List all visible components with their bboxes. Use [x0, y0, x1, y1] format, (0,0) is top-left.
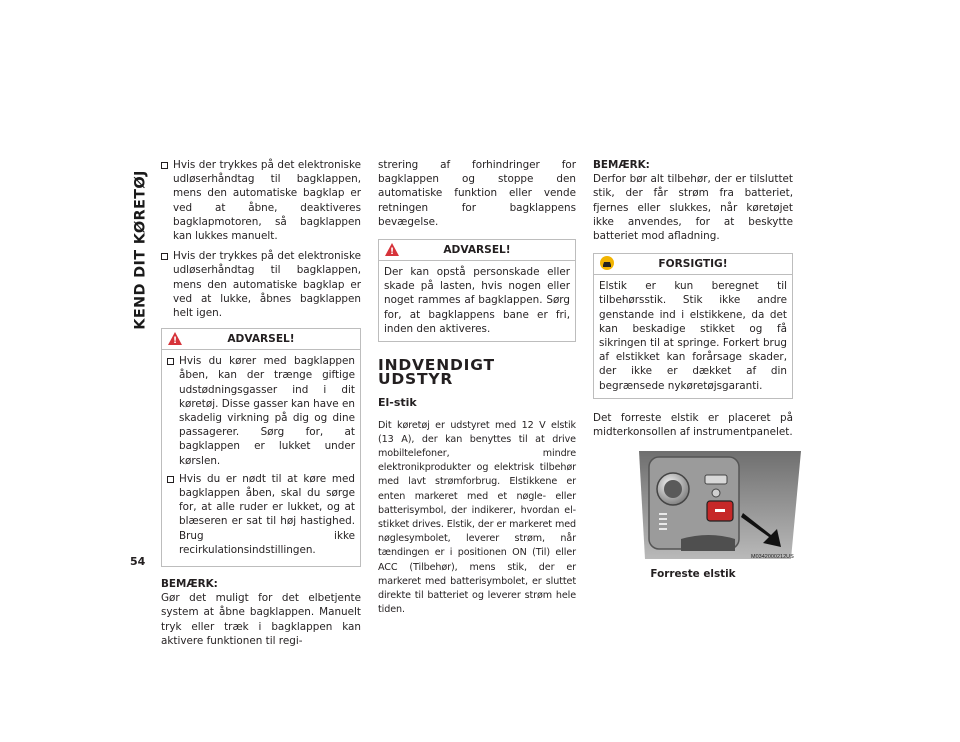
caution-header	[594, 254, 792, 275]
warning-box-injury	[378, 239, 576, 342]
outlet-location-text: Det forreste elstik er placeret på midterkonsollen af instrumentpanelet.	[593, 411, 793, 439]
bullet-release-opening: Hvis der trykkes på det elektroniske udløserhåndtag til bagklappen, mens den automatiske bagklap er ved at åbne, deaktiveres bagklapmotoren, så bagklappen kan lukkes manuelt.	[161, 158, 361, 243]
subheading-power-outlets: El-stik	[378, 396, 417, 410]
warning-header	[379, 240, 575, 261]
page-number: 54	[130, 555, 146, 568]
warning-triangle-icon	[168, 332, 182, 345]
note-label: BEMÆRK:	[161, 578, 218, 591]
figure-caption: Forreste elstik	[650, 568, 736, 581]
warning-bullet: Hvis du kører med bagklappen åben, kan der trænge giftige udstødningsgasser ind i dit køretøj. Disse gasser kan have en skadelig virkning på dig og dine passagerer. Sørg for, at bagklappen er lukket under kørslen.	[167, 354, 355, 468]
note-label: BEMÆRK:	[593, 159, 650, 171]
front-outlet-photo	[631, 447, 808, 564]
section-title: INDVENDIGT UDSTYR	[378, 356, 495, 389]
caution-box	[593, 253, 793, 399]
warning-triangle-icon	[385, 243, 399, 256]
continued-text: strering af forhindringer for bagklappen og stoppe den automatiske funktion eller vende retningen for bagklappens bevægelse.	[378, 159, 576, 228]
caution-car-icon	[600, 256, 614, 270]
warning-bullet: Hvis du er nødt til at køre med bagklappen åben, skal du sørge for, at alle ruder er lukket, og at blæseren er sat til høj hastighed. Brug ikke recirkulationsindstillingen.	[167, 472, 355, 557]
warning-header	[162, 329, 360, 350]
warning-title: ADVARSEL!	[227, 333, 295, 346]
column-3	[593, 158, 793, 581]
warning-box-exhaust	[161, 328, 361, 567]
figure-code: M0342000212US	[751, 554, 794, 561]
note-text: Derfor bør alt tilbehør, der er tilsluttet stik, der får strøm fra batteriet, fjernes eller slukkes, når køretøjet ikke anvendes, for at beskytte batteriet mod afladning.	[593, 173, 793, 243]
warning-title: ADVARSEL!	[443, 243, 511, 256]
caution-title: FORSIGTIG!	[658, 258, 728, 271]
warning-body	[162, 350, 360, 566]
power-outlet-body: Dit køretøj er udstyret med 12 V elstik (13 A), der kan benyttes til at drive mobiltelefoner, mindre elektronikprodukter og elektrisk tilbehør med lavt strømforbrug. Elstikkene er enten markeret med et nøgle- eller batterisymbol, der indikerer, hvordan el-stikket drives. Elstik, der er markeret med nøglesymbolet, leverer strøm, når tændingen er i positionen ON (Til) eller ACC (Tilbehør), mens stik, der er markeret med batterisymbolet, er sluttet direkte til batteriet og leverer strøm hele tiden.	[378, 419, 576, 616]
chapter-side-tab	[128, 170, 154, 330]
column-2	[378, 158, 576, 617]
column-1	[161, 158, 361, 648]
note-text: Gør det muligt for det elbetjente system at åbne bagklappen. Manuelt tryk eller træk i bagklappen kan aktivere funktionen til regi-	[161, 592, 361, 647]
chapter-title: KEND DIT KØRETØJ	[133, 170, 150, 330]
bullet-release-closing: Hvis der trykkes på det elektroniske udløserhåndtag til bagklappen, mens den automatiske bagklap er ved at lukke, åbnes bagklappen helt igen.	[161, 249, 361, 320]
warning-body: Der kan opstå personskade eller skade på lasten, hvis nogen eller noget rammes af bagklappen. Sørg for, at bagklappens bane er fri, inden den aktiveres.	[384, 266, 570, 335]
caution-body: Elstik er kun beregnet til tilbehørsstik. Stik ikke andre genstande ind i elstikkene, da det kan beskadige stikket og få sikringen til at springe. Forkert brug af elstikket kan forårsage skader, der ikke er dækket af din begrænsede nykøretøjsgaranti.	[599, 280, 787, 392]
